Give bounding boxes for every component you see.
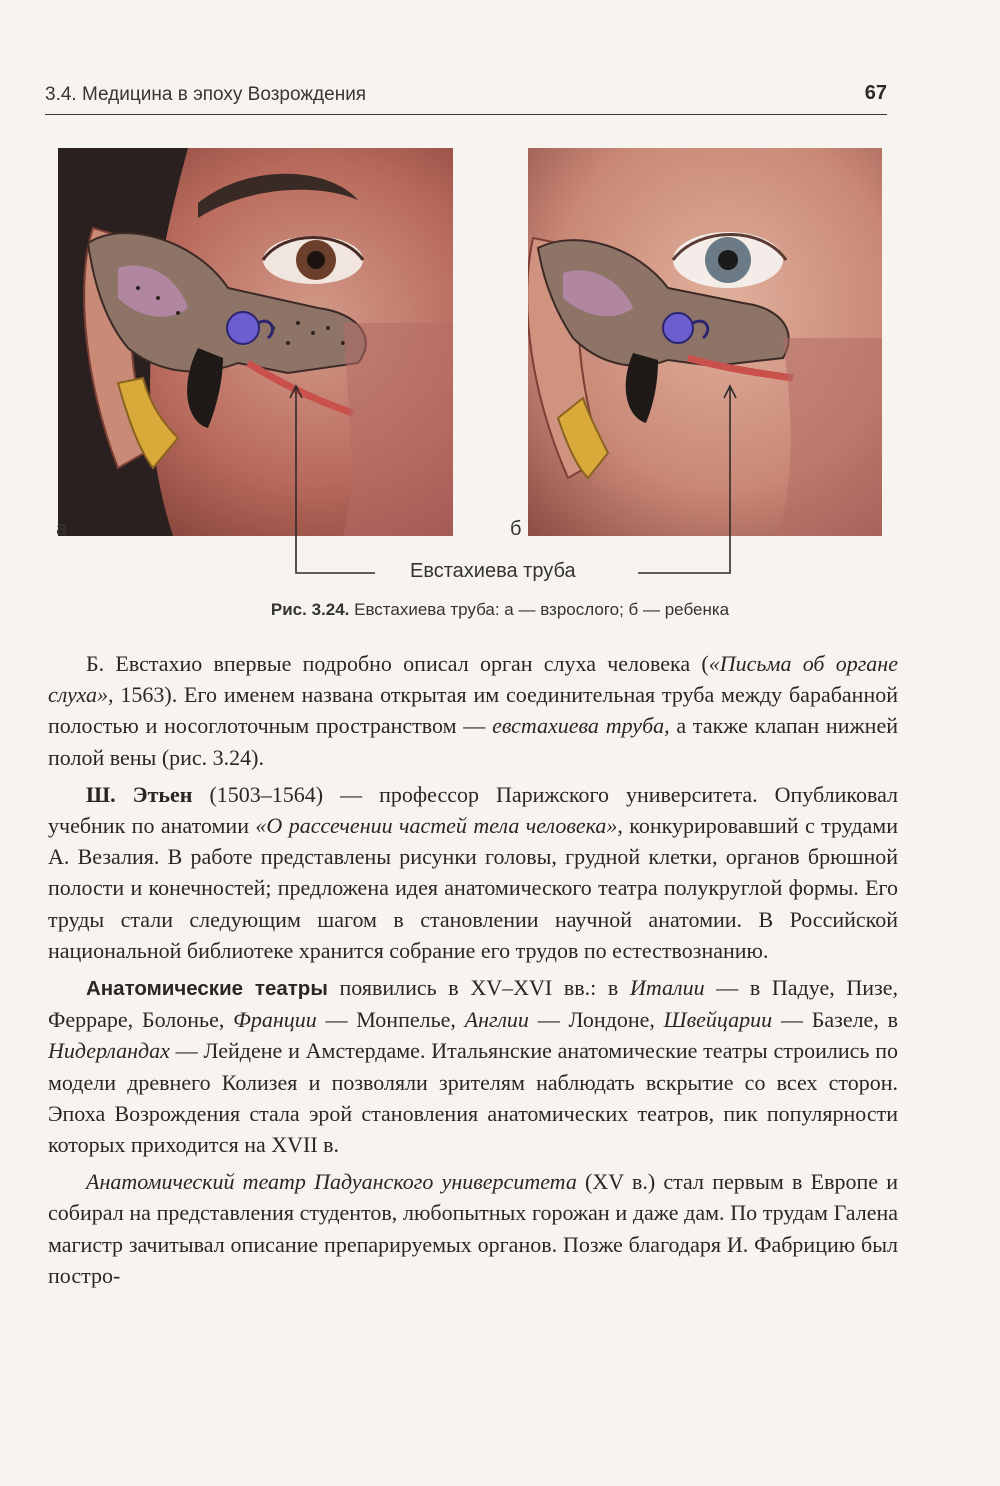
p1-text-a: Б. Евстахио впервые подробно описал орган слуха человека ( (86, 651, 709, 676)
p3-text-b: появились в XV–XVI вв.: в (327, 975, 630, 1001)
p3-text-h: — Лондоне, (528, 1007, 664, 1033)
body-text (48, 648, 898, 1297)
p1-text-e: а также клапан нижней полой вены (рис. 3.24). (48, 713, 898, 770)
figure-3-24 (0, 148, 1000, 628)
p1-text-c: , 1563). Его именем названа открытая им соединительная труба между барабанной полостью и носоглоточным пространством — (48, 682, 898, 739)
figure-caption (0, 600, 1000, 620)
panel-b-letter: б (510, 518, 522, 540)
paragraph-3 (48, 972, 898, 1160)
p3-italic-italy: Италии (629, 975, 705, 1001)
caption-number: Рис. 3.24. (270, 600, 350, 619)
p3-italic-england: Англии (464, 1007, 529, 1033)
page-number: 67 (864, 82, 887, 104)
p3-text-l: — Лейдене и Амстердаме. Итальянские анатомические театры строились по модели древнего Колизея и позволяли зрителям наблюдать вскрытие со всех сторон. Эпоха Возрождения стала эрой становления анатомических театров, пик популярности которых приходится на XVII в. (48, 1038, 898, 1158)
p1-italic-term: евстахиева труба, (492, 713, 670, 739)
p3-italic-netherlands: Нидерландах (48, 1038, 170, 1064)
p3-text-j: — Базеле, в (772, 1007, 898, 1033)
p3-italic-france: Франции (233, 1007, 317, 1033)
p1-italic-title: «Письма об органе слуха» (48, 651, 898, 708)
paragraph-2 (48, 779, 898, 966)
p2-italic-title: «О рассечении частей тела человека» (255, 813, 618, 839)
paragraph-1 (48, 648, 898, 773)
callout-lines (0, 148, 1000, 628)
chapter-title: 3.4. Медицина в эпоху Возрождения (45, 84, 367, 105)
caption-text: Евстахиева труба: а — взрослого; б — ребенка (354, 600, 730, 619)
running-header (45, 82, 887, 115)
callout-label: Евстахиева труба (410, 560, 576, 582)
p3-bold-term: Анатомические театры (86, 977, 328, 1001)
paragraph-4 (48, 1166, 898, 1291)
p4-text-b: (XV в.) стал первым в Европе и собирал на представления студентов, любопытных горожан и даже дам. По трудам Галена магистр зачитывал описание препарируемых органов. Позже благодаря И. Фабрицию был постро- (48, 1169, 898, 1288)
p2-text-d: , конкурировавший с трудами А. Везалия. В работе представлены рисунки головы, грудной клетки, органов брюшной полости и конечностей; предложена идея анатомического театра полукруглой формы. Его труды стали следующим шагом в становлении научной анатомии. В Российской национальной библиотеке хранится собрание его трудов по естествознанию. (48, 813, 898, 963)
p2-bold-name: Ш. Этьен (86, 781, 193, 807)
p3-text-f: — Монпелье, (316, 1007, 465, 1033)
p3-text-d: — в Падуе, Пизе, Ферраре, Болонье, (48, 975, 898, 1033)
p4-italic-title: Анатомический театр Падуанского университета (86, 1169, 577, 1195)
p3-italic-switzerland: Швейцарии (663, 1007, 773, 1033)
panel-a-letter: а (56, 518, 68, 540)
p2-text-b: (1503–1564) — профессор Парижского университета. Опубликовал учебник по анатомии (48, 781, 898, 839)
